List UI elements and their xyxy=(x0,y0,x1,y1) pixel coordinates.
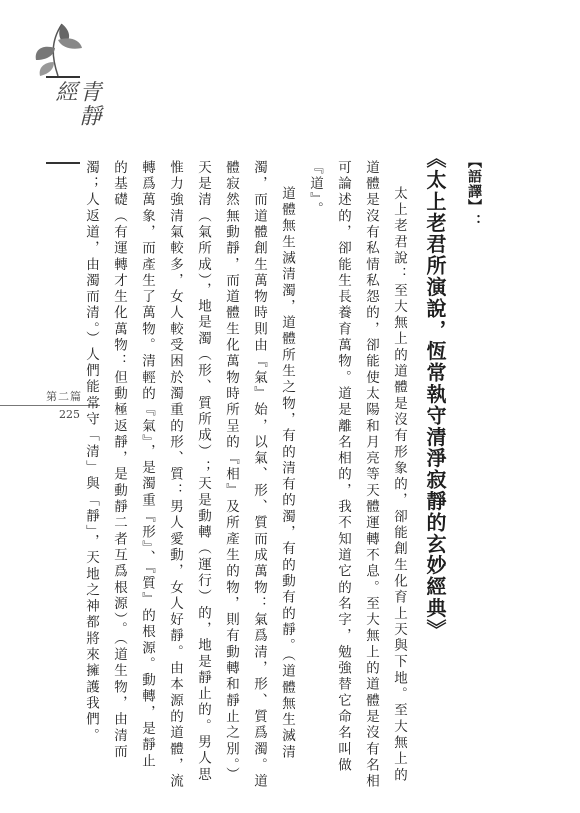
paragraph-column: 惟力強清氣較多，女人較受困於濁重的形、質：男人愛動，女人好靜。由本源的道體，流 xyxy=(167,160,183,790)
paragraph-column: 轉爲萬象，而產生了萬物。清輕的『氣』，是濁重『形』、『質』的根源。動轉，是靜止 xyxy=(139,160,155,770)
chapter-label: 第二篇 xyxy=(46,390,82,403)
paragraph-column: 道體無生滅清濁，道體所生之物，有的清有的濁，有的動有的靜。（道體無生滅清 xyxy=(279,186,295,761)
book-emblem xyxy=(22,18,101,148)
section-heading: 【語譯】： xyxy=(466,154,482,229)
page-number: 225 xyxy=(59,408,80,421)
paragraph-column: 『道』。 xyxy=(307,160,323,218)
paragraph-column: 道體是沒有私情私怨的，卻能使太陽和月亮等天體運轉不息。至大無上的道體是沒有名相 xyxy=(363,160,379,790)
leaf-branch-icon xyxy=(22,18,88,78)
paragraph-column: 的基礎（有運轉才生化萬物：但動極返靜，是動靜二者互爲根源）。（道生物，由清而 xyxy=(111,160,127,761)
paragraph-column: 濁；人返道，由濁而清。）人們能常守「清」與「靜」，天地之神都將來擁護我們。 xyxy=(83,160,99,745)
paragraph-column: 體寂然無動靜，而道體生化萬物時所呈的『相』及所產生的物，則有動轉和靜止之別。） xyxy=(223,160,239,784)
paragraph-column: 天是清（氣所成），地是濁（形、質所成）；天是動轉（運行）的，地是靜止的。男人思 xyxy=(195,160,211,784)
paragraph-column: 濁，而道體創生萬物時則由『氣』始，以氣、形、質而成萬物：氣爲清，形、質爲濁。道 xyxy=(251,160,267,790)
page-title: 《太上老君所演說，恆常執守清淨寂靜的玄妙經典》 xyxy=(423,148,447,641)
paragraph-column: 可論述的，卻能生長養育萬物。道是離名相的，我不知道它的名字，勉強替它命名叫做 xyxy=(335,160,351,774)
paragraph-column: 太上老君說：至大無上的道體是沒有形象的，卻能創生化育上天與下地。至大無上的 xyxy=(391,186,407,784)
emblem-title: 青靜經 xyxy=(52,80,101,128)
